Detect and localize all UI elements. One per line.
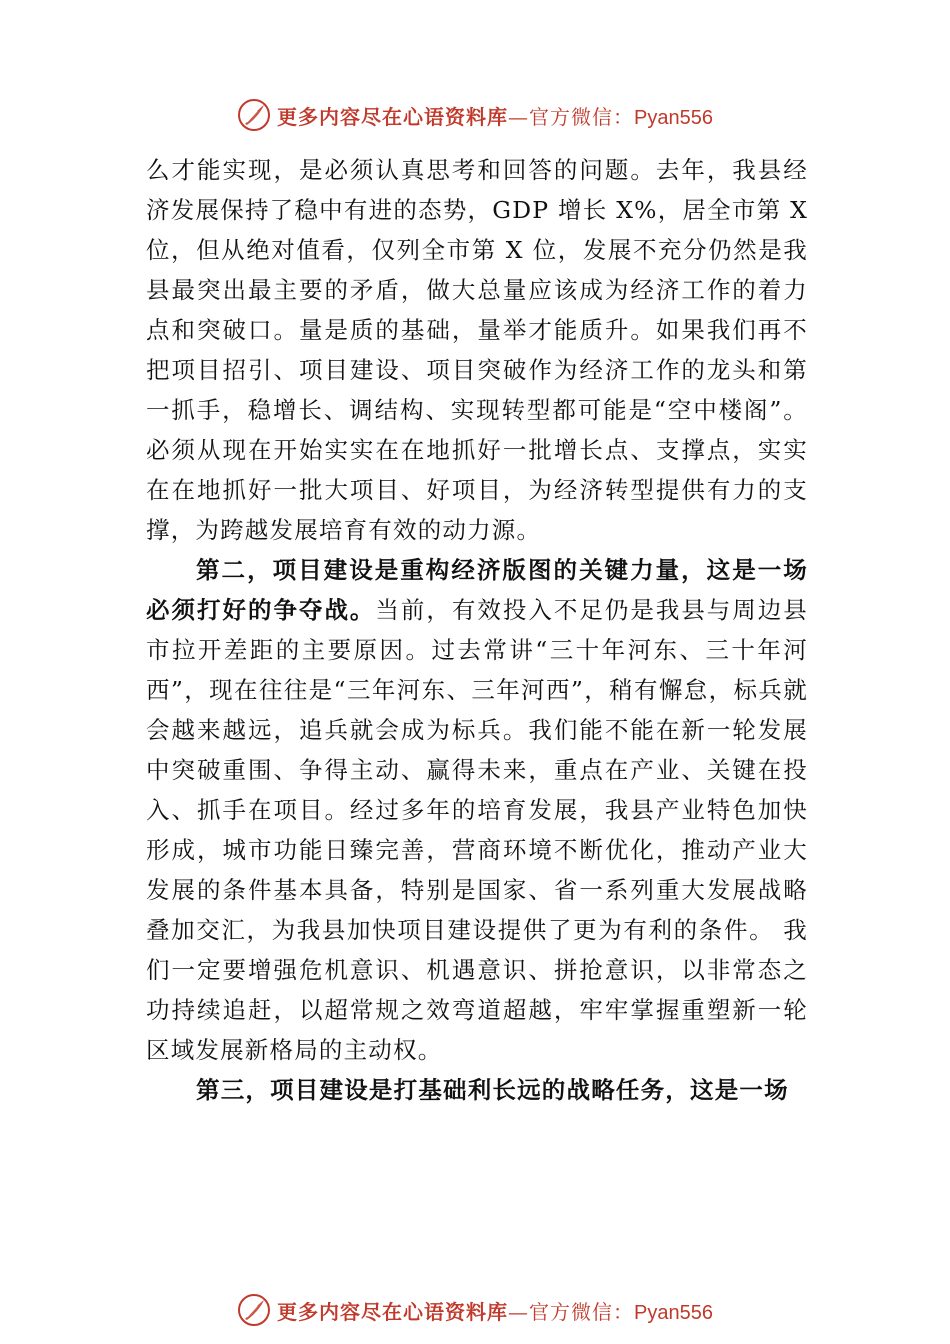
footer-separator: — xyxy=(508,1299,530,1324)
quill-logo-icon xyxy=(237,1293,271,1327)
footer-wechat-label: 官方微信： xyxy=(529,1299,635,1324)
paragraph-2-text: 当前，有效投入不足仍是我县与周边县市拉开差距的主要原因。过去常讲“三十年河东、三十年河西”，现在往往是“三年河东、三年河西”，稍有懈怠，标兵就会越来越远，追兵就会成为标兵。我们能不能在新一轮发展中突破重围、争得主动、赢得未来，重点在产业、关键在投入、抓手在项目。经过多年的培育发展，我县产业特色加快形成，城市功能日臻完善，营商环境不断优化，推动产业大发展的条件基本具备，特别是国家、省一系列重大发展战略叠加交汇，为我县加快项目建设提供了更为有利的条件。 我们一定要增强危机意识、机遇意识、拼抢意识，以非常态之功持续追赶，以超常规之效弯道超越，牢牢掌握重塑新一轮区域发展新格局的主动权。 xyxy=(146,596,808,1064)
header-wechat-label: 官方微信： xyxy=(529,104,635,129)
paragraph-3 xyxy=(146,1070,808,1110)
footer-text xyxy=(277,1296,713,1325)
header-brand: 更多内容尽在心语资料库 xyxy=(277,104,509,129)
footer-wechat-id: Pyan556 xyxy=(634,1301,713,1324)
document-body xyxy=(146,150,808,1110)
paragraph-2-heading: 第二，项目建设是重构经济版图的关键力量，这是一场必须打好的争夺战。 xyxy=(146,556,808,624)
header-text xyxy=(277,101,713,130)
quill-logo-icon xyxy=(237,98,271,132)
footer-brand: 更多内容尽在心语资料库 xyxy=(277,1299,509,1324)
footer-banner xyxy=(0,1290,950,1330)
header-banner xyxy=(0,95,950,135)
paragraph-2 xyxy=(146,550,808,1070)
header-wechat-id: Pyan556 xyxy=(634,106,713,129)
paragraph-3-heading: 第三，项目建设是打基础利长远的战略任务，这是一场 xyxy=(196,1076,789,1104)
paragraph-1: 么才能实现，是必须认真思考和回答的问题。去年，我县经济发展保持了稳中有进的态势，GDP 增长 X%，居全市第 X 位，但从绝对值看，仅列全市第 X 位，发展不充分仍然是我县最突出最主要的矛盾，做大总量应该成为经济工作的着力点和突破口。量是质的基础，量举才能质升。如果我们再不把项目招引、项目建设、项目突破作为经济工作的龙头和第一抓手，稳增长、调结构、实现转型都可能是“空中楼阁”。必须从现在开始实实在在地抓好一批增长点、支撑点，实实在在地抓好一批大项目、好项目，为经济转型提供有力的支撑，为跨越发展培育有效的动力源。 xyxy=(146,156,808,544)
header-separator: — xyxy=(508,104,530,129)
